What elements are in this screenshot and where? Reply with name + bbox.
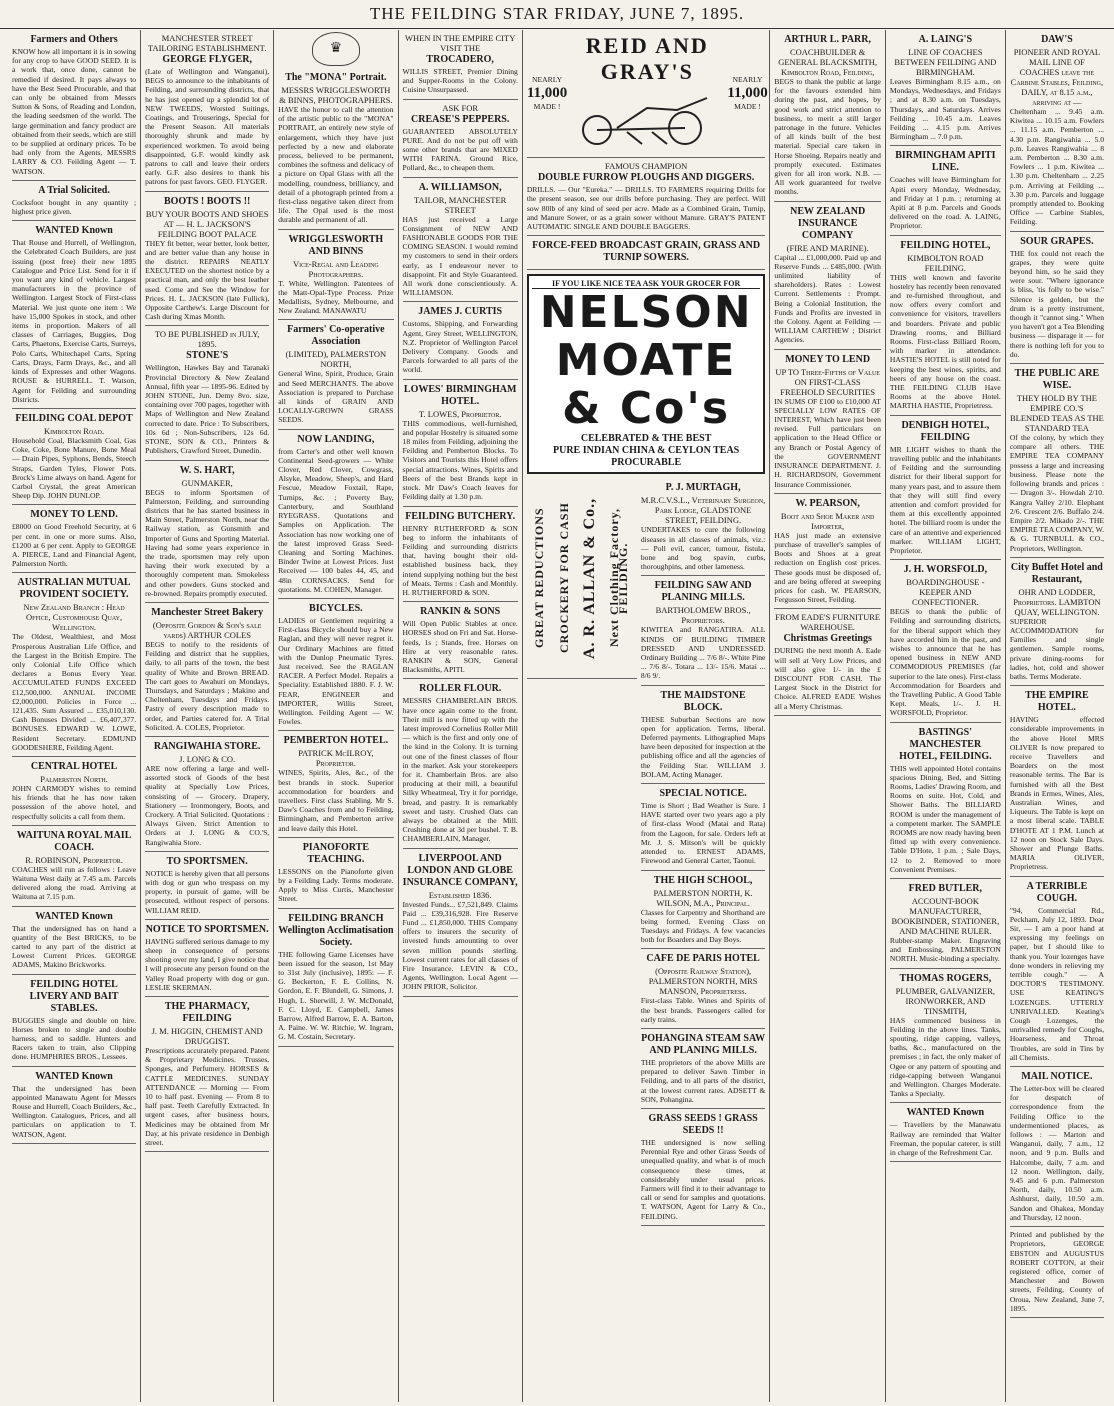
advertisement xyxy=(890,416,1001,560)
ad-heading: The "MONA" Portrait. xyxy=(285,72,387,83)
vertical-text-4: Next Clothing Factory, FEILDING. xyxy=(607,508,631,648)
ad-heading: J. H. WORSFOLD, xyxy=(903,564,988,576)
ad-body: THE fox could not reach the grapes, they were quite beyond him, so he said they were sour. "Where ignorance is bliss, 'tis folly to be wise." Silence is golden, but the drum is a pretty instrument, though it "cannot sing." When you haven't got a Tea Blending business — disparage it — for there is nothing left for you to do. xyxy=(1009,248,1104,359)
ad-heading: FEILDING BUTCHERY. xyxy=(405,510,516,522)
ad-body: WILLIS STREET, Premier Dining and Supper-Rooms in the Colony. Cuisine Unsurpassed. xyxy=(402,67,518,95)
column-4 xyxy=(399,30,523,1402)
ad-heading: WANTED Known xyxy=(35,225,113,237)
ad-body: ARE now offering a large and well-assorted stock of Goods of the best quality at Specially Low Prices, consisting of — Grocery, Drapery, Stationery — Ironmongery, Boots, and Crockery. A Trial Solicited. Quotations : Always Given. Strict Attention to Orders at J. LONG & CO.'S, Rangiwahia Store. xyxy=(145,763,270,847)
advertisement xyxy=(403,30,518,100)
advertisement xyxy=(1010,558,1104,686)
nelson-name: NELSON MOATE & Co's xyxy=(539,287,753,435)
advertisement xyxy=(278,838,393,909)
masthead: THE FEILDING STAR FRIDAY, JUNE 7, 1895. xyxy=(0,0,1114,29)
royal-crest-icon: ♛ xyxy=(312,32,360,66)
advertisement xyxy=(278,731,393,837)
ad-subheading: COACHBUILDER & GENERAL BLACKSMITH, Kimbolton Road, Feilding, xyxy=(778,47,878,77)
advertisement xyxy=(641,1109,766,1226)
advertisement xyxy=(774,609,881,715)
ad-heading: CREASE'S PEPPERS. xyxy=(411,113,510,125)
ad-body: General Wine, Spirit, Produce, Grain and Seed MERCHANTS. The above Association is prepared to Purchase all kinds of GRAIN AND LOCALLY-GROWN GRASS SEEDS. xyxy=(278,369,394,425)
ad-subheading: T. LOWES, Proprietor. xyxy=(418,408,502,419)
ad-subheading: THEY HOLD BY THE EMPIRE CO.'S BLENDED TEAS AS THE STANDARD TEA xyxy=(1009,393,1104,434)
ad-subheading: New Zealand Branch : Head Office, Customhouse Quay, Wellington. xyxy=(23,602,125,633)
ad-heading: A TERRIBLE COUGH. xyxy=(1026,880,1088,904)
advertisement xyxy=(890,969,1001,1104)
ad-subheading: Palmerston North. xyxy=(40,773,108,784)
advertisement xyxy=(12,757,136,826)
ad-body: LADIES or Gentlemen requiring a First-class Bicycle should buy a New Raglan, and they will never regret it. Our Ordinary Machines are fitted with the Dunlop Pneumatic Tyres. Just received. See the RAGLAN RACER. A Perfect Model. Repairs a Speciality. Established 1880. F. J. W. FEAR, ENGINEER and IMPORTER, Willis Street, Wellington. Feilding Agent — W. Fowles. xyxy=(278,615,394,727)
advertisement xyxy=(641,784,766,870)
ad-subheading: WHEN IN THE EMPIRE CITY VISIT THE xyxy=(405,33,516,53)
ad-heading: MONEY TO LEND. xyxy=(30,509,118,521)
advertisement xyxy=(278,909,393,1047)
advertisement xyxy=(774,30,881,202)
ad-body: THE following Game Licenses have been issued for the season, 1st May to 31st July (inclusive), 1895: — F. G. Beckerton, F. E. Collins, N. Gordon, E. F. Blundell, G. Simons, J. Hugh, L. Sherwill, J. W. McDonald, F. C. Lloyd, E. Campbell, James Barrow, Alfred Barrow, E. A. Barton, A. Paine. W. W. Ritchie, W. Ingram, G. M. Costain, Secretary. xyxy=(278,949,394,1042)
ad-subheading: PATRICK McILROY, Proprietor. xyxy=(298,748,374,769)
advertisement xyxy=(403,302,518,379)
ad-heading: THE MAIDSTONE BLOCK. xyxy=(660,689,746,713)
ad-body: Prescriptions accurately prepared. Patent & Proprietary Medicines. Trusses, Sponges, and Perfumery. HORSES & CATTLE MEDICINES. SUNDAY ATTENDANCE — Morning — From 10 to half past. Evening — From 8 to half past. Teeth Carefully Extracted. In urgent cases, after business hours, Medicines may be obtained from Mr Day, at his private residence in Denbigh street. xyxy=(145,1046,270,1148)
column-6 xyxy=(770,30,886,1402)
ad-subheading: MESSRS WRIGGLESWORTH & BINNS, PHOTOGRAPHERS. xyxy=(279,85,393,105)
ad-heading: NEW ZEALAND INSURANCE COMPANY xyxy=(790,205,866,241)
advertisement xyxy=(1010,1067,1104,1227)
advertisement xyxy=(145,737,269,852)
ad-body: MESSRS CHAMBERLAIN BROS. have once again come to the front. Their mill is now fitted up with the latest improved Cornelius Roller Mill — which is the first and only one of the kind in the Colony. It is turning out one of the finest classes of flour in the market. Ask your storekeepers for it. Chamberlain Bros. are also producing at their mill, a beautiful Silky Wheatmeal, Try it for porridge, bread, and pastry. It is remarkably sweet and tasty. Crushed Oats can always be obtained at the Mill. Crushing done at 3d per bushel. T. B. CHAMBERLAIN, Manager. xyxy=(402,696,518,844)
advertisement xyxy=(145,852,269,920)
ad-body: Leaves Birmingham 8.15 a.m., on Mondays, Wednesdays, and Fridays ; and at 8.30 a.m. on Tuesdays, Thursdays, and Saturdays. Arrives Feilding ... 10.45 a.m. Leaves Feilding ... 4.15 p.m. Arrives Birmingham ... 7.0 p.m. xyxy=(889,77,1001,142)
ad-heading: CAFE DE PARIS HOTEL xyxy=(646,953,760,965)
advertisement xyxy=(1010,30,1104,232)
ad-body: HAVING suffered serious damage to my sheep in consequence of persons shooting over my land, I give notice that I will prosecute any person found on the Valley Road property with dog or gun. LESLIE SKERMAN. xyxy=(145,936,270,992)
ad-body: "94, Commercial Rd., Peckham, July 12, 1893. Dear Sir, — I am a poor hand at expressing my feelings on paper, but I should like to thank you. Your lozenges have done wonders in relieving my terrible cough." — A DOCTOR'S TESTIMONY. USE KEATING'S LOZENGES. UTTERLY UNRIVALLED. Keating's Cough Lozenges, the unrivalled remedy for Coughs, Hoarseness, and Throat Troubles, are sold in Tins by all Chemists. xyxy=(1009,905,1104,1062)
ad-heading: W. S. HART, xyxy=(179,464,235,476)
ad-heading: WANTED Known xyxy=(35,910,113,922)
banner-right-top: NEARLY xyxy=(732,75,763,85)
advertisement xyxy=(641,949,766,1029)
ad-heading: THE EMPIRE HOTEL. xyxy=(1025,690,1089,714)
advertisement xyxy=(12,907,136,975)
ad-body: COACHES will run as follows : Leave Waituna West daily at 7.45 a.m. Parcels delivered along the road. Arriving at Waituna at 7.15 p.m. xyxy=(12,864,137,902)
ad-heading: FEILDING SAW AND PLANING MILLS. xyxy=(654,580,752,604)
advertisement xyxy=(1010,1227,1104,1318)
advertisement xyxy=(145,603,269,737)
advertisement xyxy=(12,975,136,1067)
advertisement xyxy=(278,320,393,429)
ad-subheading: MANCHESTER STREET TAILORING ESTABLISHMENT. xyxy=(147,33,267,53)
advertisement xyxy=(527,236,766,270)
ad-heading: Christmas Greetings xyxy=(783,633,872,645)
banner-left-bottom: MADE ! xyxy=(533,101,561,111)
ad-subheading: FROM EADE'S FURNITURE WAREHOUSE. xyxy=(775,612,881,633)
advertisement xyxy=(890,1103,1001,1162)
advertisement xyxy=(1010,877,1104,1067)
ad-body: Rubber-stamp Maker. Engraving and Embossing, PALMERSTON NORTH. Music-binding a specialty. xyxy=(889,936,1001,964)
nelson-mid-line: CELEBRATED & THE BEST xyxy=(580,433,712,445)
ad-heading: THE PHARMACY, FEILDING xyxy=(164,1001,250,1025)
advertisement xyxy=(145,461,269,603)
ad-subheading: Vice-Regal and Leading Photographers. xyxy=(293,258,379,279)
ad-body: Capital ... £1,000,000. Paid up and Reserve Funds ... £485,000. (With unlimited liability of shareholders). Rates : Lowest Current. Settlements : Prompt. Being a Colonial Institution, the Funds and Profits are invested in the Colony. Agent at Feilding — WILLIAM CARTHEW ; District Agencies. xyxy=(774,252,881,345)
ad-heading: Farmers and Others xyxy=(30,34,118,45)
column-8 xyxy=(1006,30,1108,1402)
advertisement xyxy=(403,100,518,178)
ad-body: Printed and published by the Proprietors, GEORGE EBSTON and AUGUSTUS ROBERT COTTON, at their registered office, corner of Manchester and Bowen streets, Feilding, County of Oroua, New Zealand, June 7, 1895. xyxy=(1009,1230,1104,1313)
ad-body: SUPERIOR ACCOMMODATION for Families and single gentlemen. Sample rooms, private dining-rooms for ladies, hot, cold and shower baths. Terms Moderate. xyxy=(1009,616,1104,681)
ad-body: IN SUMS OF £100 to £10,000 AT SPECIALLY LOW RATES OF INTEREST, Which have just been revised. Full particulars on application to the Head Office or any Branch or Postal Agency of the GOVERNMENT INSURANCE DEPARTMENT. J. H. RICHARDSON, Government Insurance Commissioner. xyxy=(774,396,881,489)
ad-body: HAVE the honor to call the attention of the artistic public to the "MONA" PORTRAIT, an entirely new style of enlargement, which they have just perfected by a new and elaborate process, believed to be permanent, combines the softness and delicacy of a picture on Opal Glass with all the modelling, roundness, brilliancy, and detail of a photograph printed from a first-class negative taken direct from life. The Opal used is the most durable and permanent of all. xyxy=(278,105,394,225)
ad-subheading: (FIRE AND MARINE). xyxy=(786,242,869,253)
ad-body: DURING the next month A. Eade will sell at Very Low Prices, and will also give 1/- in the £ DISCOUNT FOR CASH. The Largest Stock in the District for Choice. ALFRED EADE Wishes all a Merry Christmas. xyxy=(774,646,881,711)
ad-body: BEGS to notify to the residents of Feilding and district that he supplies, daily, to all parts of the town, the best quality of White and Brown BREAD. The cart goes to Awahuri on Mondays, Thursdays, and Saturdays ; Makino and Cheltenham, Tuesdays and Fridays. Pastry of every description made to order, and Parties catered for. A Trial Solicited. A. COLES, Proprietor. xyxy=(145,639,270,732)
ad-heading: MONEY TO LEND xyxy=(785,353,871,365)
ad-body: KIWITEA and RANGATIRA. ALL KINDS OF BUILDING TIMBER DRESSED AND UNDRESSED. Ordinary Building ... 7/6 8/-. White Pine ... 7/6 8/-. Totara ... 13/- 15/6. Matai ... 8/6 9/. xyxy=(640,625,766,681)
ad-heading: NOW LANDING, xyxy=(297,433,375,445)
ad-body: JOHN CARMODY wishes to remind his friends that he has now taken possession of the above hotel, and respectfully solicits a call from them. xyxy=(12,783,137,821)
advertisement xyxy=(12,1067,136,1144)
ad-heading: WANTED Known xyxy=(906,1107,985,1119)
ad-heading: FEILDING COAL DEPOT xyxy=(15,412,133,424)
ad-body: THE proprietors of the above Mills are prepared to deliver Sawn Timber in Feilding, and to all parts of the district, at the lowest current rates. ADSETT & SON, Pohangina. xyxy=(640,1057,766,1104)
advertisement xyxy=(641,478,766,576)
ad-heading: DOUBLE FURROW PLOUGHS AND DIGGERS. xyxy=(537,172,755,184)
ad-heading: BIRMINGHAM APITI LINE. xyxy=(895,150,996,174)
ad-subheading: (Opposite Gordon & Son's sale yards) ARTHUR COLES xyxy=(152,619,262,640)
allan-crockery-ad xyxy=(527,478,637,679)
ad-subheading: ASK FOR xyxy=(442,102,479,113)
ad-body: KNOW how all important it is in sowing for any crop to have GOOD SEED. It is a work that, once done, cannot be remedied if desired. It pays always to have the Best Seed Procurable, and that can only be obtained from Messrs Sutton & Sons, of Reading and London, the leading seedsmen of the world. The large germination and fancy product are obtained from their seeds, which are still to be supplied at ordinary prices. To be had only from the Agents, MESSRS LARRY & CO. Feilding Agent — T. WATSON. xyxy=(12,47,137,176)
advertisement xyxy=(145,997,269,1152)
ad-body: THEY fit better, wear better, look better, and are better value than any house in the district. REPAIRS NEATLY EXECUTED on the shortest notice by a practical man, and only the best leather used. Come and See the Window for Prices. H. L. JACKSON (late Fullick), Opposite Carthew's. Large Discount for Cash during Xmas Month. xyxy=(145,238,270,322)
advertisement xyxy=(890,560,1001,722)
ad-body: Time is Short ; Bad Weather is Sure. I HAVE started over two years ago a ply of first-class Wood (Matai and Rata) from the Lagoon, for sale. Orders left at Mr. J. S. Mitson's will be quickly attended to. ERNEST ADAMS, Firewood and General Carter, Taonui. xyxy=(640,801,766,866)
ad-heading: BASTINGS' MANCHESTER HOTEL, FEILDING. xyxy=(899,726,992,762)
advertisement xyxy=(890,879,1001,969)
ad-body: THIS commodious, well-furnished, and popular Hostelry is situated some 18 miles from Feilding, adjoining the Feilding and Pemberton Blocks. To Visitors and Tourists this Hotel offers special attractions. Wines, Spirits and Beers of the best Brands kept in stock. Mr Daw's Coach leaves for Feilding daily at 1.30 p.m. xyxy=(402,418,518,502)
ad-heading: AUSTRALIAN MUTUAL PROVIDENT SOCIETY. xyxy=(17,577,131,601)
advertisement xyxy=(145,326,269,460)
advertisement xyxy=(12,30,136,181)
ad-subheading: FAMOUS CHAMPION xyxy=(604,161,688,172)
ad-subheading: OHR AND LODDER, Proprietors. LAMBTON QUAY, WELLINGTON. xyxy=(1013,586,1101,617)
ad-heading: THOMAS ROGERS, xyxy=(899,972,992,984)
plough-illustration-icon xyxy=(567,88,727,148)
ad-body: Coaches will leave Birmingham for Apiti every Monday, Wednesday, and Friday at 1 p.m. ; returning at Apiti at 8 p.m. Parcels and Goods delivered on the road. A. LAING, Proprietor. xyxy=(889,175,1001,231)
ad-body: BEGS to thank the public of Feilding and surrounding districts, for the liberal support which they have accorded him in the past, and wishes to announce that he has opened business in NEW AND COMMODIOUS PREMISES (far superior to the late ones). First-class Accommodation for Boarders and the Travelling Public. A Good Table Kept. Meals, 1/-. J. H. WORSFOLD, Proprietor. xyxy=(889,607,1001,718)
ad-subheading: BOARDINGHOUSE - KEEPER AND CONFECTIONER. xyxy=(906,577,985,608)
ad-body: Customs, Shipping, and Forwarding Agent, Grey Street, WELLINGTON, N.Z. Proprietor of Wellington Parcel Delivery Company. Goods and Parcels forwarded to all parts of the world. xyxy=(402,319,518,375)
advertisement xyxy=(403,507,518,603)
ad-body: — Travellers by the Manawatu Railway are reminded that Walter Freeman, the popular caterer, is still in charge of the Refreshment Car. xyxy=(889,1120,1001,1158)
columns xyxy=(8,30,1108,1402)
ad-body: BUGGIES single and double on hire. Horses broken to single and double harness, and to saddle. Hunters and Racers taken to train, also Clipping done. HUMPHRIES BROS., Lessees. xyxy=(12,1015,137,1062)
ad-body: LESSONS on the Pianoforte given by a Feilding Lady. Terms moderate. Apply to Miss Curtis, Manchester Street. xyxy=(278,866,394,904)
advertisement xyxy=(527,158,766,236)
ad-heading: FEILDING HOTEL, xyxy=(900,239,991,251)
ad-subheading: PIONEER AND ROYAL MAIL LINE OF COACHES leave the Carbine Stables, Feilding, DAILY, at 8.15 a.m., arriving at — xyxy=(1010,47,1104,107)
banner-right-bottom: MADE ! xyxy=(734,101,761,111)
vertical-text-2: CROCKERY FOR CASH xyxy=(557,503,572,654)
advertisement xyxy=(145,192,269,327)
ad-heading: GEORGE FLYGER, xyxy=(162,54,252,65)
ad-body: (Late of Wellington and Wanganui), BEGS to announce to the inhabitants of Feilding, and surrounding districts, that he has just opened up a splendid lot of NEW TWEEDS, Worsted Suitings, Coatings, and Trouserings, Special for the Present Season. All materials thoroughly shrunk and made by experienced workmen. To avoid being disappointed, G.F. would kindly ask patrons to call and leave their orders early. G.F. also desires to thank his patrons for past favors. GEO. FLYGER. xyxy=(145,67,270,187)
ad-heading: A. LAING'S xyxy=(918,34,973,45)
ad-subheading: UP TO Three-Fifths of Value ON FIRST-CLASS FREEHOLD SECURITIES xyxy=(775,366,880,397)
ad-body: The Oldest, Wealthiest, and Most Prosperous Australian Life Office, and the Largest in the British Empire. The only Colonial Life Office which declares a Bonus Every Year. ACCUMULATED FUNDS EXCEED £12,500,000. ANNUAL INCOME £2,000,000. Policies in Force ... 121,435. Sum Assured ... £35,010,130. Cash Bonuses Divided ... £6,407,377. BONUSES. EDWARD W. LOWE, Resident Secretary. EDMUND GOODESHERE, Feilding Agent. xyxy=(12,632,137,752)
reid-gray-banner xyxy=(527,30,766,158)
ad-body: HAS just received a Large Consignment of NEW AND FASHIONABLE GOODS FOR THE COMING SEASON. I would remind my customers to send in their orders early, as I endeavour never to disappoint. Fit and Style Guaranteed. All work done conscientiously. A. WILLIAMSON. xyxy=(402,214,518,298)
ad-subheading: R. ROBINSON, Proprietor. xyxy=(25,854,123,865)
ad-heading: JAMES J. CURTIS xyxy=(418,306,503,318)
ad-body: WINES, Spirits, Ales, &c., of the best brands in stock. Superior accommodation for boarders and travellers. First class Stabling. Mr S. Daw's Coaches from and to Feilding, Birmingham, and Pemberton arrive and leave daily this Hotel. xyxy=(278,768,394,833)
ad-subheading: KIMBOLTON ROAD FEILDING. xyxy=(907,252,984,273)
ad-heading: City Buffet Hotel and Restaurant, xyxy=(1010,561,1103,585)
ad-heading: ARTHUR L. PARR, xyxy=(784,34,871,45)
ad-heading: LOWES' BIRMINGHAM HOTEL. xyxy=(403,383,517,407)
advertisement xyxy=(12,409,136,505)
ad-body: HAS just made an extensive purchase of traveller's samples of Boots and Shoes at a great reduction on English cost prices. These goods must be disposed of, and are being offered at sweeping prices for cash. W. PEARSON, Fergusson Street, Feilding. xyxy=(774,530,881,605)
advertisement xyxy=(12,181,136,221)
ad-heading: WRIGGLESWORTH AND BINNS xyxy=(288,233,384,257)
ad-body: MR LIGHT wishes to thank the travelling public and the inhabitants of Feilding and the surrounding district for their liberal support for many years past, and to assure them that they will still find every attention and comfort provided for them at this excellently appointed hotel. The billiard room is under the care of an attentive and experienced marker. WILLIAM LIGHT, Proprietor. xyxy=(889,444,1001,555)
ad-body: HENRY RUTHERFORD & SON beg to inform the inhabitants of Feilding and surrounding districts that, having bought their old-established business back, they intend supplying nothing but the best of Meats. Terms : Cash and Monthly. H. RUTHERFORD & SON. xyxy=(402,523,518,597)
advertisement xyxy=(403,178,518,303)
advertisement xyxy=(641,686,766,784)
ad-body: That the undersigned has on hand a quantity of the Best BRICKS, to be carted to any part of the district at Lowest Current Prices. GEORGE ADAMS, Makino Brickworks. xyxy=(12,923,137,970)
advertisement xyxy=(278,68,393,230)
advertisement xyxy=(278,430,393,599)
ad-heading: TROCADERO, xyxy=(426,54,494,65)
column-1 xyxy=(8,30,141,1402)
ad-heading: DAW'S xyxy=(1041,34,1073,45)
advertisement xyxy=(641,576,766,685)
column-5 xyxy=(523,30,771,1402)
ad-subheading: (LIMITED), PALMERSTON NORTH, xyxy=(285,349,387,370)
ad-heading: RANGIWAHIA STORE. xyxy=(153,740,261,752)
ad-heading: POHANGINA STEAM SAW AND PLANING MILLS. xyxy=(641,1032,766,1056)
ad-heading: THE PUBLIC ARE WISE. xyxy=(1014,368,1100,392)
ad-subheading: ACCOUNT-BOOK MANUFACTURER, BOOKBINDER, STATIONER, AND MACHINE RULER. xyxy=(891,896,1000,936)
ad-heading: PEMBERTON HOTEL. xyxy=(283,735,389,747)
ad-heading: RANKIN & SONS xyxy=(420,606,501,618)
advertisement xyxy=(12,221,136,409)
ad-heading: STONE'S xyxy=(186,350,229,362)
ad-body: Cocksfoot bought in any quantity ; highest price given. xyxy=(12,197,137,217)
ad-body: Cheltenham ... 9.45 a.m. Kiwitea ... 10.15 a.m. Fowlers ... 11.15 a.m. Pemberton ... 4.30 p.m. Rangiwahia ... 5.0 p.m. Leaves Rangiwahia ... 8 a.m. Pemberton ... 8.30 a.m. Fowlers ... 1 p.m. Kiwitea ... 1.30 p.m. Cheltenham ... 2.25 p.m. Arriving at Feilding ... 3.30 p.m. Parcels and luggage promptly attended to. Booking Office — Carbine Stables, Feilding. xyxy=(1009,107,1104,227)
advertisement xyxy=(145,30,269,192)
ad-heading: BOOTS ! BOOTS !! xyxy=(163,195,251,207)
ad-heading: W. PEARSON, xyxy=(795,497,860,509)
advertisement xyxy=(145,920,269,997)
ad-heading: MAIL NOTICE. xyxy=(1021,1071,1093,1083)
ad-heading: Farmers' Co-operative Association xyxy=(287,324,385,348)
ad-body: THESE Suburban Sections are now open for application. Terms, liberal. Deferred payments. Lithographed Maps have been deposited for inspection at the publishing office and all the agencies of the Feilding Star. WILLIAM J. BOLAM, Acting Manager. xyxy=(640,714,766,779)
vertical-text-3: A. R. ALLAN & Co., xyxy=(581,497,599,659)
ad-heading: FORCE-FEED BROADCAST GRAIN, GRASS AND TURNIP SOWERS. xyxy=(532,240,761,264)
ad-body: THIS well appointed Hotel contains spacious Dining, Bed, and Sitting Rooms, Ladies' Drawing Room, and Rooms en suite. Hot, Cold, and Shower Baths. The BILLIARD ROOM is under the management of a competent marker. The SAMPLE ROOMS are now ready having been fitted up with every convenience. Table D'Hote, 1 p.m. ; Sale Days, 12 to 2. Removed to more Convenient Premises. xyxy=(889,763,1001,874)
ad-body: Household Coal, Blacksmith Coal, Gas Coke, Coke, Bone Manure, Bone Meal — Drain Pipes, Syphons, Bends, Steech Straps, Garden Tyles, Flower Pots. Brock's Lime always on hand. Agent for Carbol Crystal, the great American Sheep Dip. JOHN DUNLOP. xyxy=(12,435,137,501)
ad-subheading: BUY YOUR BOOTS AND SHOES AT — H. L. JACKSON'S FEILDING BOOT PALACE xyxy=(145,208,269,239)
ad-heading: THE HIGH SCHOOL, xyxy=(653,874,753,886)
ad-heading: FRED BUTLER, xyxy=(908,883,983,894)
ad-heading: WANTED Known xyxy=(35,1070,113,1082)
banner-middle xyxy=(567,33,727,153)
ad-heading: A Trial Solicited. xyxy=(38,184,110,196)
ad-heading: SPECIAL NOTICE. xyxy=(659,788,747,800)
ad-subheading: Established 1836. xyxy=(428,889,492,900)
ad-body: Will Open Public Stables at once. HORSES shod on Fri and Sat. Horse-feeds, 1s ; Stands, free. Horses on Hire at very reasonable rates. RANKIN & SON, General Blacksmiths, APITI. xyxy=(402,619,518,675)
advertisement xyxy=(12,826,136,907)
column-2 xyxy=(141,30,274,1402)
advertisement xyxy=(890,236,1001,416)
advertisement xyxy=(278,599,393,731)
ad-body: That the undersigned has been appointed Manawatu Agent for Messrs Rouse and Hurrell, Coach Builders, &c., Wellington. Catalogues, Prices, and all particulars on application to T. WATSON, Agent. xyxy=(12,1083,137,1139)
advertisement xyxy=(641,1029,766,1109)
ad-body: DRILLS. — Our "Eureka." — DRILLS. TO FARMERS requiring Drills for the present season, see our drills before purchasing. They are perfect. Will sow 80lb of any kind of seed per acre. Made as a Combined Grain, Turnip, and Manure Sower, or as a grain sower without Manure. GRAY'S PATENT AUTOMATIC SINGLE AND DOUBLE BAGGERS. xyxy=(526,185,766,232)
ad-subheading: TAILOR, MANCHESTER STREET xyxy=(414,194,507,215)
banner-right xyxy=(727,75,767,110)
advertisement xyxy=(1010,686,1104,876)
advertisement xyxy=(12,505,136,573)
ad-heading: ROLLER FLOUR. xyxy=(419,683,502,695)
advertisement xyxy=(890,723,1001,879)
ad-body: GUARANTEED ABSOLUTELY PURE. And do not be put off with some other brands that are MIXED WITH FARINA. Ground Rice, Pollard, &c., to cheapen them. xyxy=(402,126,518,173)
ad-body: Wellington, Hawkes Bay and Taranaki Provincial Directory & New Zealand Annual, fifth year — 1895-96. Edited by JOHN STONE, Jun. Demy 8vo. size, containing over 700 pages, together with Maps of Wellington and New Zealand corrected to date. Price : To Subscribers, 10s 6d ; Non-Subscribers, 12s 6d. STONE, SON & CO., Printers & Publishers, Crawford Street, Dunedin. xyxy=(145,363,270,456)
ad-heading: CENTRAL HOTEL xyxy=(30,760,118,772)
ad-heading: SOUR GRAPES. xyxy=(1020,235,1094,247)
advertisement xyxy=(641,871,766,950)
ad-body: THE undersigned is now selling Perennial Rye and other Grass Seeds of unequalled quality, and what is of much consequence these times, at considerably under usual prices. Farmers will find it to their advantage to call or send for samples and quotations. T. WATSON, Agent for Larry & Co., FEILDING. xyxy=(640,1137,766,1221)
ad-body: First-class Table. Wines and Spirits of the best brands. Passengers called for early trains. xyxy=(640,996,766,1024)
advertisement xyxy=(403,602,518,679)
advertisement xyxy=(403,849,518,997)
advertisement xyxy=(774,350,881,494)
banner-left-top: NEARLY xyxy=(532,75,563,85)
nelson-top-line: IF YOU LIKE NICE TEA ASK YOUR GROCER FOR xyxy=(532,279,761,289)
ad-body: THIS well known and favorite hostelry has recently been renovated and re-furnished throughout, and now offers every comfort and convenience for visitors, travellers and boarders. Private and public Drawing rooms, and Billiard Rooms. First-class Billiard Room, with marker in attendance. HASTIE'S HOTEL is still noted for keeping the best wines, spirits, and beers of any house on the coast. THE FEILDING CLUB Have Rooms at the above Hotel. MARTHA HASTIE, Proprietress. xyxy=(889,272,1001,411)
ad-body: The Letter-box will be cleared for despatch of correspondence from the Feilding Office to the undermentioned places, as follows : — Marton and Wanganui, daily, 7 a.m., 12 noon, and 9 p.m. Bulls and Halcombe, daily, 7 a.m. and 12 noon. Wellington, daily, 9.45 and 6 p.m. Palmerston North, daily, 10.50 a.m. Ashhurst, daily, 10.50 a.m. Sandon and Ohakea, Monday and Thursday, 12 noon. xyxy=(1009,1084,1104,1222)
ad-subheading: J. M. HIGGIN, CHEMIST AND DRUGGIST. xyxy=(151,1026,263,1047)
advertisement xyxy=(1010,232,1104,364)
ad-body: T. White, Wellington. Patentees of the Matt-Opal-Type Process. Prize Medallists, Sydney, Melbourne, and New Zealand. MANAWATU xyxy=(278,278,394,316)
ad-heading: GRASS SEEDS ! GRASS SEEDS !! xyxy=(648,1112,758,1136)
advertisement xyxy=(774,494,881,610)
ad-heading: BICYCLES. xyxy=(309,602,363,614)
ad-subheading: M.R.C.V.S.L., Veterinary Surgeon, Park Lodge, GLADSTONE STREET, FEILDING. xyxy=(640,495,766,526)
ad-heading: WAITUNA ROYAL MAIL COACH. xyxy=(16,829,132,853)
advertisement xyxy=(12,573,136,757)
ad-heading: P. J. MURTAGH, xyxy=(665,482,741,494)
ad-body: HAVING effected considerable improvements in the above Hotel MRS OLIVER Is now prepared to receive Travellers and Boarders on the most reasonable terms. The Bar is furnished with all the Best Brands in Ermes, Wines, Ales, Australian Wines, and Liqueurs. The Table is kept on a most liberal scale. TABLE D'HOTE AT 1 P.M. Lunch at 12 noon on Stock Sale Days. Shower and Plunge Baths. MARIA OLIVER, Proprietress. xyxy=(1009,715,1104,872)
advertisement xyxy=(890,30,1001,146)
ad-subheading: PALMERSTON NORTH, K. WILSON, M.A., Principal. xyxy=(653,887,753,908)
column-7 xyxy=(886,30,1006,1402)
ad-body: HAS commenced business in Feilding in the above lines. Tanks, spouting, ridge capping, valleys, baths, &c., manufactured on the premises ; in fact, the only maker of Ogee or any pattern of spouting and ridge-capping between Wanganui and Wellington. Charges Moderate. Tanks a Specialty. xyxy=(889,1015,1001,1099)
ad-heading: LIVERPOOL AND LONDON AND GLOBE INSURANCE COMPANY, xyxy=(402,852,518,888)
ad-heading: A. WILLIAMSON, xyxy=(418,181,502,193)
ad-body: from Carter's and other well known Continental Seed-growers — White Clover, Red Clover, Cowgrass, Alsyke, Meadow, Sheep's, and Hard Fescue, Meadow Foxtail, Rape, Turnips, &c. ; Poverty Bay, Canterbury, and Southland RYEGRASS. Quotations and Samples on Application. The Association has now working one of the latest improved Grass Seed-Cleaning and Sorting Machines. Binder Twine at Lowest Prices. Just Received — 100 bales 44, 45, and 48in CORNSACKS. Send for quotations. M. COHEN, Manager. xyxy=(278,446,394,594)
vertical-text-1: GREAT REDUCTIONS xyxy=(531,508,546,649)
ad-heading: PIANOFORTE TEACHING. xyxy=(302,841,370,865)
ad-subheading: Boot and Shoe Maker and Importer, xyxy=(780,510,875,531)
ad-body: NOTICE is hereby given that all persons with dog or gun who trespass on my property, in pursuit of game, will be prosecuted, without respect of persons. WILLIAM REID. xyxy=(145,868,270,915)
ad-subheading: LINE OF COACHES BETWEEN FEILDING AND BIRMINGHAM. xyxy=(894,47,997,77)
ad-body: Classes for Carpentry and Shorthand are being formed. Evening Class on Tuesdays and Fridays. A few vacancies both for Boarders and Day Boys. xyxy=(640,907,766,945)
ad-heading: FEILDING HOTEL LIVERY AND BAIT STABLES. xyxy=(29,978,119,1014)
ad-subheading: J. LONG & CO. xyxy=(179,753,236,764)
banner-left xyxy=(527,75,567,110)
ad-body: Of the colony, by which they compare all others. THE EMPIRE TEA COMPANY possess a large and increasing business. Please note the following brands and prices : — Dragon 3/-. Howdah 2/10. Kangra Valley 2/10. Elephant 2/6. Crescent 2/6. Buffalo 2/4. Empire 2/2. Mikado 2/-. THE EMPIRE TEA COMPANY, W. & G. TURNBULL & CO., Proprietors, Wellington. xyxy=(1009,433,1104,553)
column-3 xyxy=(274,30,398,1402)
ad-subheading: BARTHOLOMEW BROS., Proprietors. xyxy=(655,605,751,626)
banner-right-number: 11,000 xyxy=(727,84,768,101)
advertisement xyxy=(890,146,1001,235)
advertisement xyxy=(1010,364,1104,558)
ad-heading: NOTICE TO SPORTSMEN. xyxy=(145,923,269,935)
ad-body: BEGS to thank the public at large for the favours extended him during the past, and hopes, by good work and strict attention to business, to merit a still larger patronage in the future. Vehicles of all kinds built of the best material. Special care taken in Horse Shoeing. Repairs neatly and promptly executed. Estimates given for all iron work. N.B. — All work guaranteed for twelve months. xyxy=(774,77,881,197)
ad-heading: FEILDING BRANCH Wellington Acclimatisation Society. xyxy=(278,912,394,948)
nelson-bottom-line: PURE INDIAN CHINA & CEYLON TEAS PROCURABLE xyxy=(553,445,740,469)
ad-body: Invested Funds... £7,521,849. Claims Paid ... £39,316,928. Fire Reserve Fund ... £1,850,000. THIS Company offers to insurers the security of invested funds amounting to over seven million pounds sterling. Lowest current rates for all classes of Fire Insurance. LEVIN & CO., Agents, Wellington. Local Agent — JOHN PRIOR, Solicitor. xyxy=(402,899,518,992)
ad-body: £8000 on Good Freehold Security, at 6 per cent. in one or more sums. Also, £1200 at 6 per cent. Apply to GEORGE A. PIERCE, Land and Financial Agent, Palmerston North. xyxy=(12,522,137,569)
ad-heading: DENBIGH HOTEL, FEILDING xyxy=(901,419,990,443)
ad-body: That Rouse and Hurrell, of Wellington, the Celebrated Coach Builders, are just issuing (post free) their new 1895 Catalogue and Price List. Send for it if you want any kind of vehicle. Largest manufacturers in the province of Wellington. Largest Stock of First-class Material. We just quote one item : We have 15,000 Spokes in stock, and other items in proportion. Makers of all classes of Carriages, Buggies, Dog Carts, Phaetons, Exercise Carts, Surreys, Polo Carts, Whitechapel Carts, Spring Carts, Drays, Farm Drays, &c., and all kinds of Expresses and other Wagons. ROUSE & HURRELL. T. Watson, Agent for Feilding and surrounding Districts. xyxy=(12,238,137,404)
banner-left-number: 11,000 xyxy=(526,84,568,101)
advertisement xyxy=(278,230,393,321)
ad-subheading: TO BE PUBLISHED in JULY, 1895. xyxy=(154,329,260,350)
ad-subheading: GUNMAKER, xyxy=(181,477,233,488)
ad-body: UNDERTAKES to cure the following diseases in all classes of animals, viz.: — Poll evil, cancer, tumour, fistula, bone and bog spavin, curbs, thoroughpins, and other lameness. xyxy=(640,525,766,572)
ad-heading: Manchester Street Bakery xyxy=(151,606,264,618)
banner-title: REID AND GRAY'S xyxy=(585,33,709,84)
ad-subheading: Kimbolton Road. xyxy=(44,425,105,436)
advertisement xyxy=(403,679,518,848)
ad-subheading: PLUMBER, GALVANIZER, IRONWORKER, AND TINSMITH, xyxy=(895,985,996,1016)
advertisement xyxy=(403,380,518,507)
ad-body: BEGS to inform Sportsmen of Palmerston, Feilding, and surrounding districts that he has started business in Main Street, Palmerston North, near the Railway station, as Gunsmith and Importer of Guns and Sporting Material. Having had some years experience in the trade, sportsmen may rely upon having their work executed by a thoroughly competent man. Smokeless and other powders. Guns stocked and re-browned. Repairs promptly executed. xyxy=(145,487,270,598)
ad-subheading: (Opposite Railway Station), PALMERSTON NORTH, MRS MANSON, Proprietress. xyxy=(648,966,758,997)
advertisement xyxy=(774,202,881,350)
ad-heading: TO SPORTSMEN. xyxy=(166,855,248,867)
nelson-moate-tea-ad xyxy=(527,274,766,474)
